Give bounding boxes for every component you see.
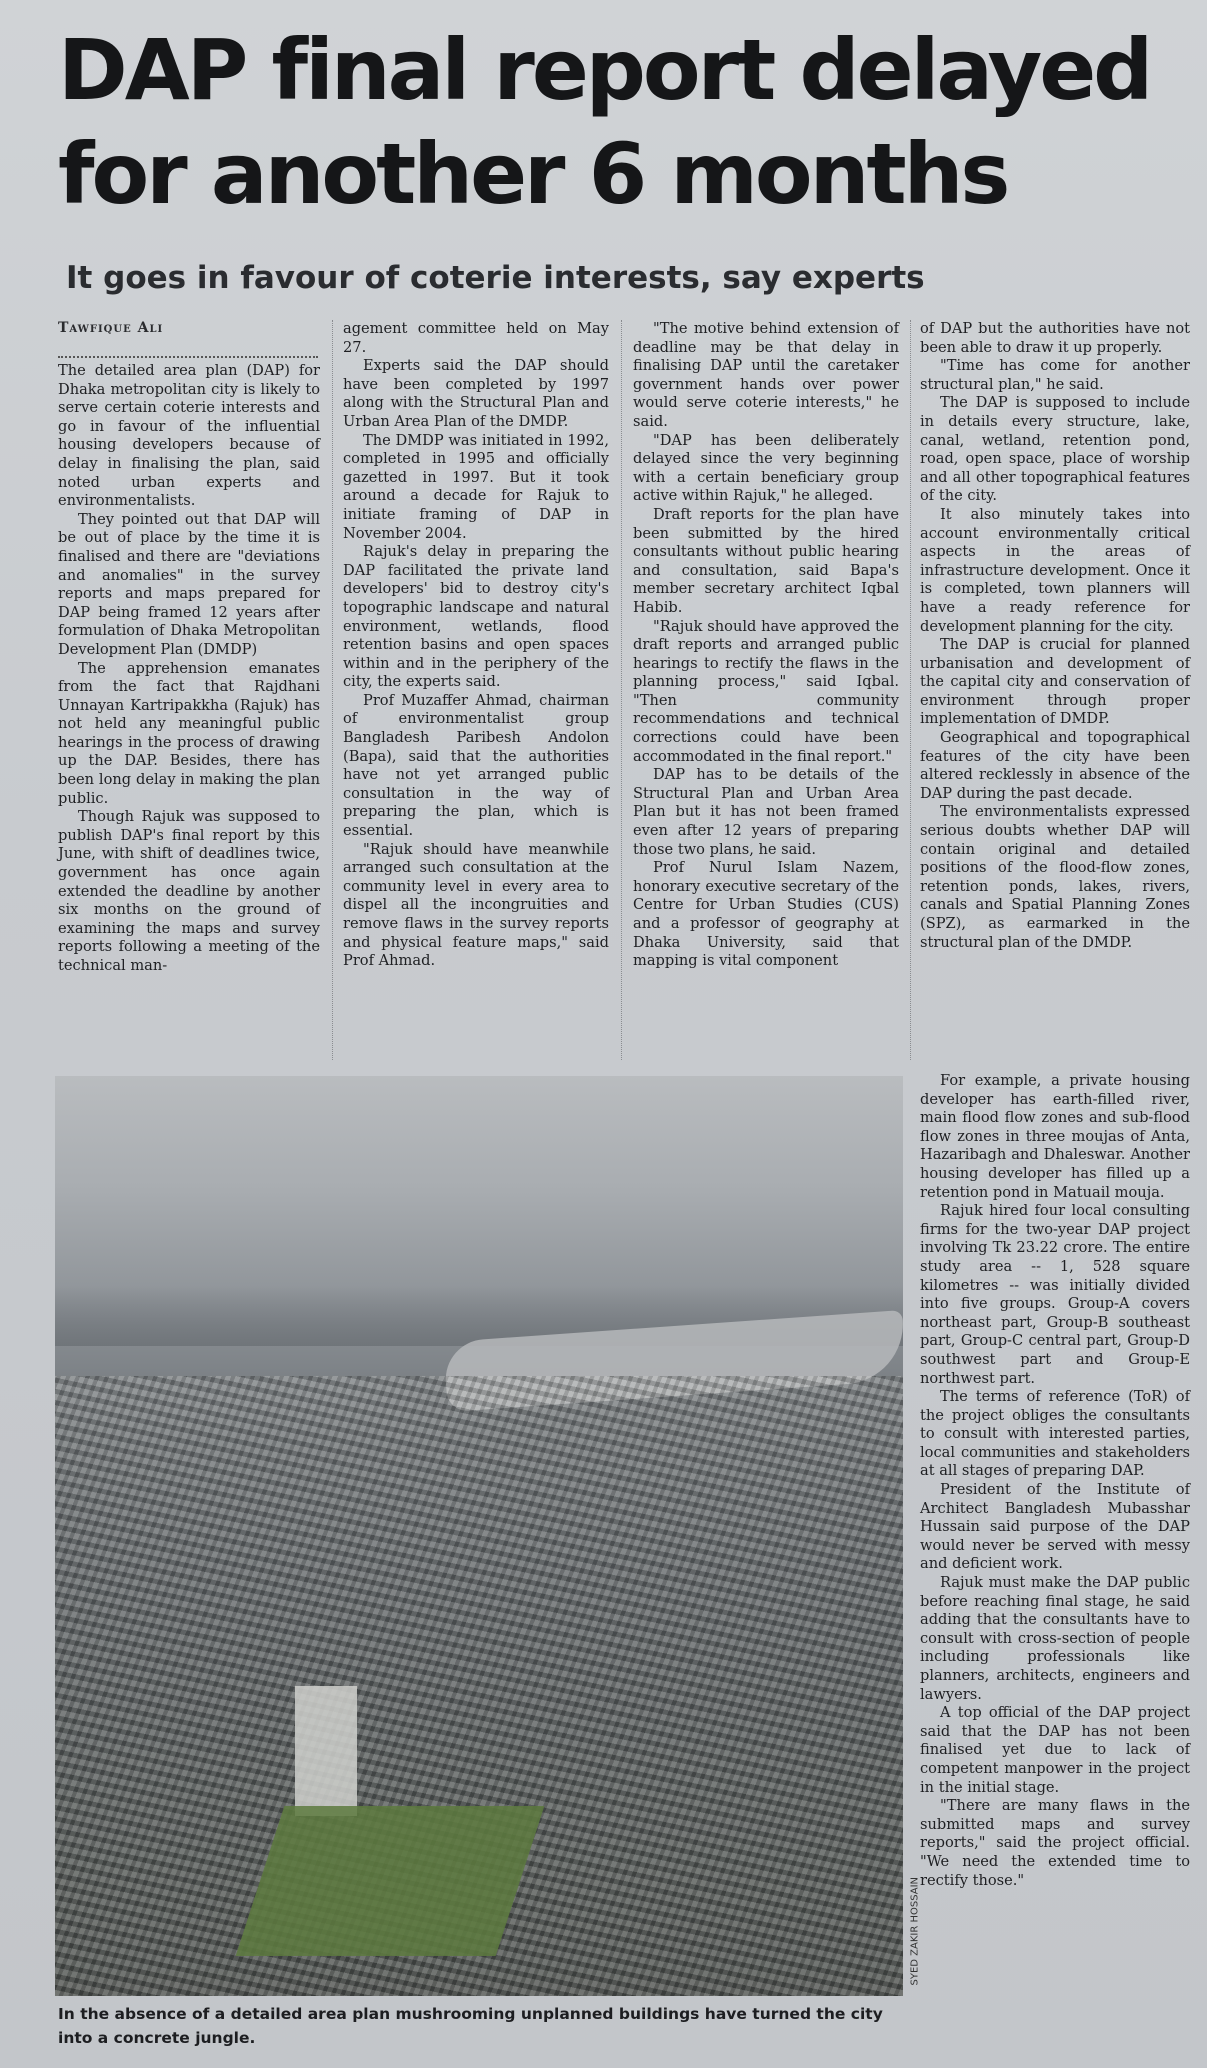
photo-caption: In the absence of a detailed area plan mushrooming unplanned buildings have turned the city into a concrete jungle. <box>58 2005 883 2047</box>
article-column-4-continued <box>920 1072 1190 1890</box>
paragraph: Experts said the DAP should have been completed by 1997 along with the Structural Plan and Urban Area Plan of the DMDP. <box>343 357 609 430</box>
paragraph: "Time has come for another structural plan," he said. <box>920 357 1190 393</box>
paragraph: For example, a private housing developer has earth-filled river, main flood flow zones and sub-flood flow zones in three moujas of Anta, Hazaribagh and Dhaleswar. Another housing developer has filled up a retention pond in Matuail mouja. <box>920 1072 1190 1201</box>
paragraph: Rajuk must make the DAP public before reaching final stage, he said adding that the consultants have to consult with cross-section of people including professionals like planners, architects, engineers and lawyers. <box>920 1574 1190 1703</box>
paragraph: "The motive behind extension of deadline may be that delay in finalising DAP until the caretaker government hands over power would serve coterie interests," he said. <box>633 320 899 430</box>
photo-credit-text: SYED ZAKIR HOSSAIN <box>909 1876 921 1986</box>
paragraph: Rajuk's delay in preparing the DAP facilitated the private land developers' bid to destroy city's topographic landscape and natural environment, wetlands, flood retention basins and open spaces within and in the periphery of the city, the experts said. <box>343 543 609 691</box>
paragraph: The apprehension emanates from the fact that Rajdhani Unnayan Kartripakkha (Rajuk) has not held any meaningful public hearings in the process of drawing up the DAP. Besides, there has been long delay in making the plan public. <box>58 659 320 807</box>
paragraph: The DAP is crucial for planned urbanisation and development of the capital city and conservation of environment through proper implementation of DMDP. <box>920 636 1190 728</box>
column-divider <box>910 320 911 1060</box>
paragraph: DAP has to be details of the Structural Plan and Urban Area Plan but it has not been framed even after 12 years of preparing those two plans, he said. <box>633 766 899 858</box>
paragraph: agement committee held on May 27. <box>343 320 609 356</box>
byline: Tawfique Ali <box>58 320 164 336</box>
paragraph: They pointed out that DAP will be out of place by the time it is finalised and there are "deviations and anomalies" in the survey reports and maps prepared for DAP being framed 12 years after formulation of Dhaka Metropolitan Development Plan (DMDP) <box>58 510 320 658</box>
article-column-4 <box>920 320 1190 952</box>
article-column-1 <box>58 362 320 976</box>
paragraph: of DAP but the authorities have not been able to draw it up properly. <box>920 320 1190 356</box>
paragraph: Rajuk hired four local consulting firms for the two-year DAP project involving Tk 23.22 crore. The entire study area -- 1, 528 square kilometres -- was initially divided into five groups. Group-A covers northeast part, Group-B southeast part, Group-C central part, Group-D southwest part and Group-E northwest part. <box>920 1202 1190 1387</box>
paragraph: President of the Institute of Architect Bangladesh Mubasshar Hussain said purpose of the DAP would never be served with messy and deficient work. <box>920 1481 1190 1573</box>
column-divider <box>332 320 333 1060</box>
headline <box>58 18 1188 226</box>
paragraph: "Rajuk should have meanwhile arranged such consultation at the community level in every area to dispel all the incongruities and remove flaws in the survey reports and physical feature maps," said Prof Ahmad. <box>343 840 609 970</box>
paragraph: It also minutely takes into account environmentally critical aspects in the areas of infrastructure development. Once it is completed, town planners will have a ready reference for development planning for the city. <box>920 505 1190 635</box>
paragraph: "There are many flaws in the submitted maps and survey reports," said the project official. "We need the extended time to rectify those." <box>920 1797 1190 1889</box>
paragraph: A top official of the DAP project said that the DAP has not been finalised yet due to lack of competent manpower in the project in the initial stage. <box>920 1704 1190 1796</box>
paragraph: Though Rajuk was supposed to publish DAP's final report by this June, with shift of deadlines twice, government has once again extended the deadline by another six months on the ground of examining the maps and survey reports following a meeting of the technical man- <box>58 808 320 974</box>
paragraph: The DMDP was initiated in 1992, completed in 1995 and officially gazetted in 1997. But it took around a decade for Rajuk to initiate framing of DAP in November 2004. <box>343 431 609 542</box>
column-divider <box>621 320 622 1060</box>
paragraph: Geographical and topographical features of the city have been altered recklessly in absence of the DAP during the past decade. <box>920 729 1190 802</box>
aerial-city-photo <box>55 1076 903 1996</box>
article-column-3 <box>633 320 899 971</box>
paragraph: The environmentalists expressed serious doubts whether DAP will contain original and detailed positions of the flood-flow zones, retention ponds, lakes, rivers, canals and Spatial Planning Zones (SPZ), as earmarked in the structural plan of the DMDP. <box>920 803 1190 951</box>
paragraph: Prof Nurul Islam Nazem, honorary executive secretary of the Centre for Urban Studies (CUS) and a professor of geography at Dhaka University, said that mapping is vital component <box>633 859 899 970</box>
paragraph: Prof Muzaffer Ahmad, chairman of environmentalist group Bangladesh Paribesh Andolon (Bapa), said that the authorities have not yet arranged public consultation in the way of preparing the plan, which is essential. <box>343 691 609 840</box>
photo-credit <box>905 1860 925 1990</box>
paragraph: The terms of reference (ToR) of the project obliges the consultants to consult with interested parties, local communities and stakeholders at all stages of preparing DAP. <box>920 1388 1190 1480</box>
subheadline: It goes in favour of coterie interests, say experts <box>66 260 925 296</box>
photo-tall-building <box>295 1686 357 1816</box>
paragraph: The detailed area plan (DAP) for Dhaka metropolitan city is likely to serve certain coterie interests and go in favour of the influential housing developers because of delay in finalising the plan, said noted urban experts and environmentalists. <box>58 362 320 510</box>
headline-line-2: for another 6 months <box>58 125 1008 223</box>
byline-divider <box>58 356 318 358</box>
paragraph: Draft reports for the plan have been submitted by the hired consultants without public hearing and consultation, said Bapa's member secretary architect Iqbal Habib. <box>633 505 899 616</box>
article-column-2 <box>343 320 609 971</box>
headline-line-1: DAP final report delayed <box>58 21 1151 119</box>
paragraph: "DAP has been deliberately delayed since the very beginning with a certain beneficiary group active within Rajuk," he alleged. <box>633 431 899 505</box>
paragraph: "Rajuk should have approved the draft reports and arranged public hearings to rectify the flaws in the planning process," said Iqbal. "Then community recommendations and technical corrections could have been accommodated in the final report." <box>633 617 899 765</box>
paragraph: The DAP is supposed to include in details every structure, lake, canal, wetland, retention pond, road, open space, place of worship and all other topographical features of the city. <box>920 394 1190 505</box>
photo-green-field <box>236 1806 545 1956</box>
